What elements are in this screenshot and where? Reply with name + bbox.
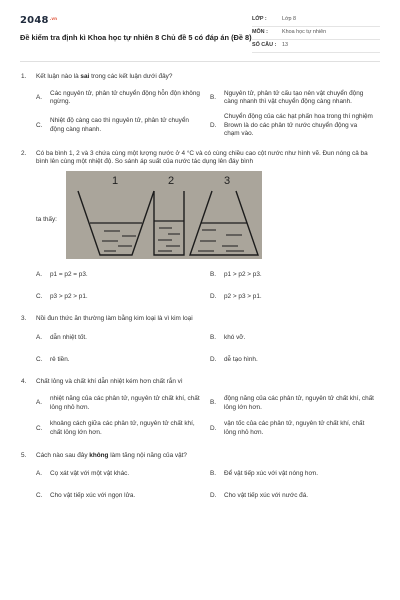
option-letter: C.	[36, 491, 43, 499]
header-left	[20, 14, 252, 53]
option-d[interactable]	[210, 113, 380, 139]
option-text: Nhiệt độ càng cao thì nguyên tử, phân tử chuyển động càng nhanh.	[50, 117, 189, 133]
option-letter: A.	[36, 334, 43, 342]
option-text: khoảng cách giữa các phân tử, nguyên tử chất khí, chất lỏng lớn hơn.	[50, 420, 195, 436]
option-a[interactable]	[36, 395, 206, 412]
meta-key: LỚP :	[252, 16, 267, 23]
question-2	[20, 150, 380, 302]
logo-text[interactable]: 2048	[20, 15, 49, 26]
option-c[interactable]	[36, 356, 206, 365]
question-text: Nồi đun thức ăn thường làm bằng kim loại là vì kim loại	[36, 315, 193, 323]
question-text	[36, 452, 376, 461]
option-text: Cho vật tiếp xúc với nước đá.	[224, 491, 309, 499]
option-text: khó vỡ.	[224, 334, 246, 342]
meta-value: 13	[282, 42, 288, 49]
option-b[interactable]	[210, 395, 380, 412]
option-letter: C.	[36, 355, 43, 363]
page-header	[20, 14, 380, 53]
option-letter: D.	[210, 292, 217, 300]
meta-table	[252, 14, 380, 53]
option-letter: A.	[36, 271, 43, 279]
question-5	[20, 452, 380, 501]
option-a[interactable]	[36, 271, 206, 280]
option-d[interactable]	[210, 293, 380, 302]
beaker-label-3: 3	[224, 175, 231, 188]
option-text: p1 > p2 > p3.	[224, 271, 262, 279]
meta-key: MÔN :	[252, 29, 268, 36]
option-text: p1 = p2 = p3.	[50, 271, 88, 279]
option-letter: B.	[210, 470, 217, 478]
option-b[interactable]	[210, 271, 380, 280]
question-text-part: Cách nào sau đây	[36, 451, 90, 459]
option-letter: A.	[36, 470, 43, 478]
option-c[interactable]	[36, 113, 206, 139]
question-figure-row	[36, 171, 380, 259]
answer-options	[36, 395, 380, 438]
option-letter: B.	[210, 93, 217, 101]
beaker-label-2: 2	[168, 175, 175, 188]
answer-options	[36, 271, 380, 301]
option-text: động năng của các phân tử, nguyên tử chất khí, chất lỏng lớn hơn.	[224, 394, 374, 411]
option-text: dẫn nhiệt tốt.	[50, 334, 87, 342]
option-letter: D.	[210, 424, 217, 432]
question-emphasis: không	[89, 451, 109, 459]
option-b[interactable]	[210, 470, 380, 479]
beaker-label-1: 1	[112, 175, 119, 188]
question-number: 2.	[21, 149, 27, 157]
question-text-part: làm tăng nội năng của vật?	[108, 451, 187, 459]
meta-row-class	[252, 14, 380, 27]
option-letter: B.	[210, 334, 217, 342]
option-text: p2 > p3 > p1.	[224, 292, 262, 300]
question-number: 5.	[21, 451, 27, 459]
option-text: nhiệt năng của các phân tử, nguyên tử chất khí, chất lỏng nhỏ hơn.	[50, 394, 200, 411]
option-letter: B.	[210, 399, 217, 407]
page-title: Đề kiểm tra định kì Khoa học tự nhiên 8 Chủ đề 5 có đáp án (Đề 8)	[20, 32, 252, 42]
question-emphasis: sai	[80, 73, 90, 80]
option-text: p3 > p2 > p1.	[50, 292, 88, 300]
question-text-part: trong các kết luận dưới đây?	[89, 73, 173, 80]
option-a[interactable]	[36, 334, 206, 343]
meta-row-count	[252, 40, 380, 53]
question-4	[20, 378, 380, 437]
meta-value: Lớp 8	[282, 16, 297, 23]
option-text: Chuyển động của các hạt phấn hoa trong thí nghiệm Brown là do các phân tử nước chuyển động va chạm vào.	[224, 112, 373, 138]
question-3	[20, 315, 380, 364]
logo-suffix: .vn	[49, 16, 58, 22]
question-1	[20, 73, 380, 139]
option-letter: C.	[36, 121, 43, 129]
option-letter: A.	[36, 399, 43, 407]
option-c[interactable]	[36, 420, 206, 437]
question-number: 1.	[21, 73, 27, 80]
option-text: Các nguyên tử, phân tử chuyển động hỗn độn không ngừng.	[50, 89, 200, 106]
question-text	[36, 73, 376, 82]
option-letter: B.	[210, 271, 217, 279]
option-a[interactable]	[36, 90, 206, 107]
answer-options	[36, 90, 380, 139]
option-d[interactable]	[210, 420, 380, 437]
meta-row-subject	[252, 27, 380, 40]
option-d[interactable]	[210, 492, 380, 501]
option-text: Nguyên tử, phân tử cấu tạo nên vật chuyển động càng nhanh thì vật chuyển động càng nhanh.	[224, 89, 364, 106]
header-divider	[20, 61, 380, 62]
option-letter: D.	[210, 121, 217, 129]
question-number: 3.	[21, 315, 27, 323]
option-text: vận tốc của các phân tử, nguyên tử chất khí, chất lỏng nhỏ hơn.	[224, 420, 365, 436]
option-d[interactable]	[210, 356, 380, 365]
option-text: Cho vật tiếp xúc với ngọn lửa.	[50, 491, 136, 499]
option-text: Cọ xát vật với một vật khác.	[50, 470, 130, 478]
question-text: Chất lỏng và chất khí dẫn nhiệt kém hơn chất rắn vì	[36, 378, 183, 386]
option-text: Để vật tiếp xúc với vật nóng hơn.	[224, 470, 318, 478]
site-logo[interactable]	[20, 14, 252, 28]
option-letter: D.	[210, 491, 217, 499]
question-text-part: Kết luận nào là	[36, 73, 81, 80]
question-number: 4.	[21, 378, 27, 386]
option-c[interactable]	[36, 492, 206, 501]
question-text-tail: ta thấy:	[36, 215, 57, 223]
option-letter: C.	[36, 424, 43, 432]
option-b[interactable]	[210, 334, 380, 343]
meta-key: SỐ CÂU :	[252, 42, 277, 49]
option-a[interactable]	[36, 470, 206, 479]
meta-value: Khoa học tự nhiên	[282, 29, 327, 36]
option-letter: A.	[36, 93, 43, 101]
beakers-image	[66, 171, 262, 259]
option-letter: D.	[210, 355, 217, 363]
option-letter: C.	[36, 292, 43, 300]
option-text: rẻ tiền.	[50, 355, 70, 363]
question-text: Có ba bình 1, 2 và 3 chứa cùng một lượng nước ở 4 °C và có cùng chiều cao cột nước như hình vẽ. Đun nóng cả ba bình lên cùng một nhiệt độ. So sánh áp suất của nước tác dụng lên đáy bình	[36, 149, 368, 166]
answer-options	[36, 470, 380, 500]
beakers-illustration	[66, 171, 262, 259]
answer-options	[36, 334, 380, 364]
option-c[interactable]	[36, 293, 206, 302]
option-text: dễ tạo hình.	[224, 355, 258, 363]
option-b[interactable]	[210, 90, 380, 107]
